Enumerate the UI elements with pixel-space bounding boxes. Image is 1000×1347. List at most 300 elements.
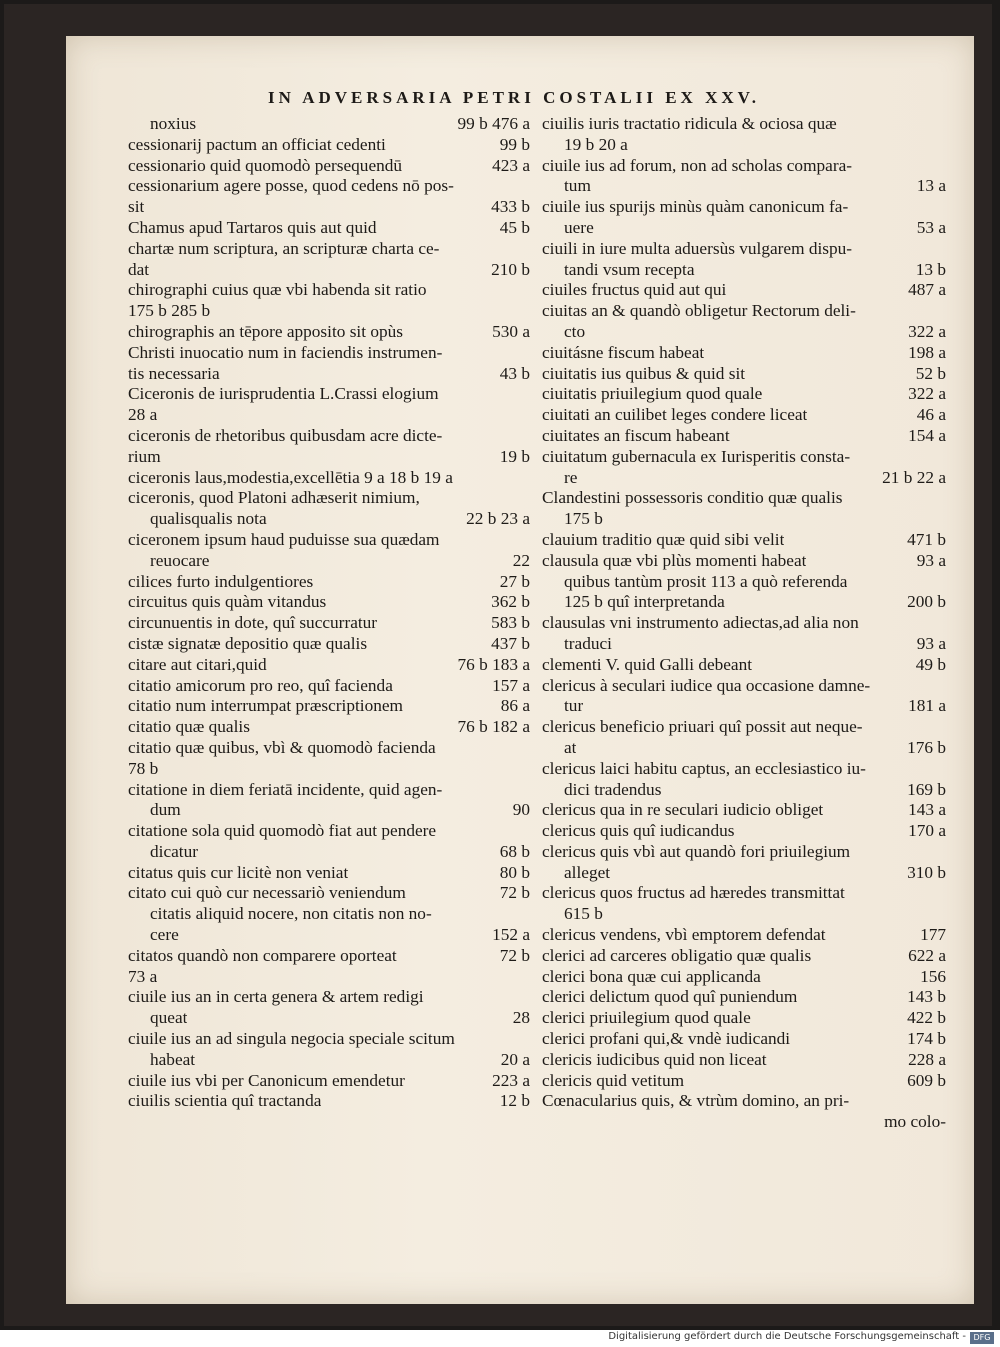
index-entry	[128, 946, 530, 988]
entry-text: 73 a	[128, 966, 158, 986]
index-entry	[542, 1071, 946, 1092]
entry-text: ciceronis de rhetoribus quibusdam acre dicte-	[128, 425, 443, 445]
entry-text: tum	[564, 176, 591, 196]
page-reference: 12 b	[499, 1091, 530, 1111]
page-reference: 76 b 183 a	[457, 654, 530, 674]
page-reference: 22	[512, 550, 530, 570]
entry-text: circunuentis in dote, quî succurratur	[128, 613, 378, 633]
entry-text: clementi V. quid Galli debeant	[542, 654, 753, 674]
page-reference: 21 b 22 a	[882, 467, 946, 487]
entry-text: ciuitásne fiscum habeat	[542, 342, 705, 362]
entry-text: circuitus quis quàm vitandus	[128, 592, 327, 612]
index-entry	[542, 613, 946, 655]
index-entry	[128, 572, 530, 593]
entry-text: clericus quis quî iudicandus	[542, 821, 735, 841]
index-entry-line	[542, 696, 946, 717]
index-entry-line	[542, 447, 946, 468]
index-entry	[128, 655, 530, 676]
page-reference: 176 b	[907, 737, 946, 757]
page-reference: 99 b 476 a	[457, 114, 530, 133]
index-entry-line	[542, 239, 946, 260]
entry-text: clauium traditio quæ quid sibi velit	[542, 529, 785, 549]
entry-text: cessionarij pactum an officiat cedenti	[128, 134, 386, 154]
index-entry-line	[128, 1071, 530, 1092]
index-entry	[542, 551, 946, 613]
page-reference: 72 b	[499, 945, 530, 965]
index-entry	[542, 925, 946, 946]
entry-text: clerici ad carceres obligatio quæ qualis	[542, 945, 812, 965]
index-entry-line	[128, 468, 530, 489]
index-entry-line	[128, 676, 530, 697]
index-entry-line	[542, 364, 946, 385]
page-reference: 53 a	[916, 217, 946, 237]
index-entry-line	[542, 925, 946, 946]
entry-text: 28 a	[128, 405, 158, 425]
index-entry	[128, 218, 530, 239]
entry-text: ciuile ius ad forum, non ad scholas compara-	[542, 155, 853, 175]
index-entry-line	[128, 634, 530, 655]
index-entry-line	[542, 488, 946, 509]
entry-text: Christi inuocatio num in faciendis instrumen-	[128, 342, 443, 362]
index-entry-line	[542, 863, 946, 884]
entry-text: dat	[128, 259, 150, 279]
page-reference: 157 a	[492, 675, 530, 695]
index-entry-line	[542, 738, 946, 759]
index-entry	[128, 780, 530, 822]
index-entry-line	[542, 135, 946, 156]
index-entry	[128, 280, 530, 322]
index-entry-line	[542, 176, 946, 197]
entry-text: citatus quis cur licitè non veniat	[128, 862, 349, 882]
index-entry	[128, 634, 530, 655]
index-entry	[128, 343, 530, 385]
index-entry	[542, 197, 946, 239]
running-header: IN ADVERSARIA PETRI COSTALII EX XXV.	[268, 88, 760, 107]
index-entry	[542, 967, 946, 988]
page-reference: 27 b	[499, 571, 530, 591]
entry-text: ciuili in iure multa aduersùs vulgarem dispu-	[542, 238, 853, 258]
entry-text: quibus tantùm prosit 113 a quò referenda	[564, 571, 848, 591]
index-entry	[542, 1091, 946, 1133]
index-entry-line	[542, 551, 946, 572]
entry-text: ciuile ius vbi per Canonicum emendetur	[128, 1070, 405, 1090]
index-entry	[542, 114, 946, 156]
index-entry	[128, 530, 530, 572]
entry-text: noxius	[150, 114, 197, 133]
entry-text: clericus beneficio priuari quî possit aut neque-	[542, 717, 863, 737]
entry-text: citato cui quò cur necessariò veniendum	[128, 883, 406, 903]
index-entry-line	[128, 780, 530, 801]
entry-text: cessionarium agere posse, quod cedens nō pos-	[128, 176, 454, 196]
index-entry	[128, 1071, 530, 1092]
index-entry	[128, 156, 530, 177]
index-entry-line	[542, 322, 946, 343]
entry-text: dici tradendus	[564, 779, 662, 799]
entry-text: tandi vsum recepta	[564, 259, 695, 279]
index-entry-line	[128, 738, 530, 759]
index-entry	[128, 987, 530, 1029]
entry-text: clericus vendens, vbì emptorem defendat	[542, 925, 826, 945]
entry-text: clericis iudicibus quid non liceat	[542, 1049, 767, 1069]
entry-text: clericus quos fructus ad hæredes transmittat	[542, 883, 845, 903]
page-reference: 198 a	[908, 342, 946, 362]
entry-text: clausulas vni instrumento adiectas,ad alia non	[542, 613, 859, 633]
page-reference: 72 b	[499, 883, 530, 903]
page-reference: 487 a	[908, 280, 946, 300]
index-entry-line	[128, 156, 530, 177]
page-reference: 45 b	[499, 217, 530, 237]
entry-text: tur	[564, 696, 584, 716]
page-reference: 93 a	[916, 550, 946, 570]
page-reference: 210 b	[491, 259, 530, 279]
entry-text: 125 b quî interpretanda	[564, 592, 725, 612]
index-entry	[128, 738, 530, 780]
index-entry	[542, 239, 946, 281]
index-entry-line	[542, 343, 946, 364]
index-entry-line	[128, 239, 530, 260]
page-reference: 310 b	[907, 862, 946, 882]
entry-text: cto	[564, 321, 586, 341]
entry-text: mo colo-	[884, 1112, 946, 1132]
page-reference: 80 b	[499, 862, 530, 882]
entry-text: clerici profani qui,& vndè iudicandi	[542, 1029, 791, 1049]
entry-text: queat	[150, 1008, 188, 1028]
index-entry-line	[128, 863, 530, 884]
index-entry	[542, 364, 946, 385]
index-entry-line	[128, 1029, 530, 1050]
index-entry	[128, 592, 530, 613]
page-reference: 19 b	[499, 446, 530, 466]
index-entry-line	[128, 364, 530, 385]
page-reference: 28	[512, 1008, 530, 1028]
index-entry	[128, 384, 530, 426]
index-entry-line	[128, 613, 530, 634]
index-entry-line	[542, 987, 946, 1008]
index-entry-line	[542, 1050, 946, 1071]
index-entry-line	[128, 759, 530, 780]
index-entry	[542, 759, 946, 801]
index-entry	[542, 301, 946, 343]
index-entry	[542, 655, 946, 676]
index-entry	[128, 696, 530, 717]
entry-text: citatio num interrumpat præscriptionem	[128, 696, 403, 716]
entry-text: ciuitati an cuilibet leges condere liceat	[542, 405, 808, 425]
page-reference: 68 b	[499, 841, 530, 861]
index-entry-line	[128, 925, 530, 946]
entry-text: Clandestini possessoris conditio quæ qualis	[542, 488, 843, 508]
index-entry-line	[542, 218, 946, 239]
index-entry-line	[128, 717, 530, 738]
page-reference: 22 b 23 a	[466, 509, 530, 529]
index-entry	[128, 613, 530, 634]
index-entry-line	[128, 447, 530, 468]
page-reference: 423 a	[492, 155, 530, 175]
entry-text: habeat	[150, 1049, 196, 1069]
entry-text: reuocare	[150, 550, 210, 570]
index-entry	[128, 717, 530, 738]
entry-text: citatis aliquid nocere, non citatis non no-	[150, 904, 432, 924]
index-entry-line	[542, 114, 946, 135]
entry-text: clericus qua in re seculari iudicio obliget	[542, 800, 824, 820]
index-entry-line	[128, 405, 530, 426]
entry-text: ciceronem ipsum haud puduisse sua quædam	[128, 529, 440, 549]
index-entry	[542, 426, 946, 447]
index-entry-line	[128, 426, 530, 447]
index-entry-line	[542, 800, 946, 821]
index-entry	[542, 343, 946, 364]
page-reference: 93 a	[916, 633, 946, 653]
page-reference: 143 a	[908, 800, 946, 820]
index-entry-line	[128, 488, 530, 509]
page-reference: 622 a	[908, 945, 946, 965]
index-entry	[128, 676, 530, 697]
entry-text: clericus à seculari iudice qua occasione damne-	[542, 675, 871, 695]
page-reference: 530 a	[492, 321, 530, 341]
entry-text: Ciceronis de iurisprudentia L.Crassi elogium	[128, 384, 439, 404]
index-entry-line	[542, 883, 946, 904]
page-reference: 177	[920, 925, 946, 945]
page-reference: 437 b	[491, 633, 530, 653]
index-entry-line	[542, 946, 946, 967]
index-entry-line	[128, 301, 530, 322]
index-entry-line	[128, 904, 530, 925]
page-reference: 43 b	[499, 363, 530, 383]
index-entry-line	[542, 904, 946, 925]
index-entry-line	[542, 405, 946, 426]
page-reference: 76 b 182 a	[457, 717, 530, 737]
entry-text: citatos quandò non comparere oporteat	[128, 945, 397, 965]
page-reference: 169 b	[907, 779, 946, 799]
page-reference: 170 a	[908, 821, 946, 841]
entry-text: 175 b	[564, 509, 603, 529]
index-entry-line	[128, 135, 530, 156]
index-entry-line	[128, 322, 530, 343]
entry-text: citatione sola quid quomodò fiat aut pendere	[128, 821, 437, 841]
index-entry-line	[128, 280, 530, 301]
page-reference: 174 b	[907, 1029, 946, 1049]
entry-text: rium	[128, 446, 161, 466]
entry-text: uere	[564, 217, 594, 237]
page-reference: 362 b	[491, 592, 530, 612]
index-entry-line	[542, 1029, 946, 1050]
funding-credit: Digitalisierung gefördert durch die Deutsche Forschungsgemeinschaft -	[608, 1331, 966, 1342]
page-reference: 583 b	[491, 613, 530, 633]
entry-text: 19 b 20 a	[564, 134, 628, 154]
index-entry	[128, 322, 530, 343]
page-reference: 49 b	[915, 654, 946, 674]
entry-text: cere	[150, 925, 179, 945]
index-entry-line	[542, 717, 946, 738]
index-entry	[128, 488, 530, 530]
index-entry	[542, 384, 946, 405]
page-reference: 13 a	[916, 176, 946, 196]
index-entry-line	[128, 655, 530, 676]
index-entry-line	[542, 842, 946, 863]
entry-text: clerici bona quæ cui applicanda	[542, 966, 761, 986]
index-entry	[128, 883, 530, 904]
dfg-logo: DFG	[970, 1332, 994, 1344]
entry-text: ciceronis laus,modestia,excellētia 9 a 18 b 19 a	[128, 467, 453, 487]
page-reference: 322 a	[908, 321, 946, 341]
index-entry	[542, 800, 946, 821]
index-entry	[542, 842, 946, 884]
index-entry-line	[542, 468, 946, 489]
index-entry-line	[542, 426, 946, 447]
index-entry	[128, 468, 530, 489]
index-entry-line	[128, 551, 530, 572]
page-reference: 154 a	[908, 425, 946, 445]
index-entry	[542, 1029, 946, 1050]
entry-text: chartæ num scriptura, an scripturæ charta ce-	[128, 238, 440, 258]
page-reference: 86 a	[500, 696, 530, 716]
entry-text: ciuitatis ius quibus & quid sit	[542, 363, 746, 383]
entry-text: Chamus apud Tartaros quis aut quid	[128, 217, 377, 237]
entry-text: chirographis an tēpore apposito sit opùs	[128, 321, 404, 341]
index-column-left	[128, 114, 530, 1112]
entry-text: clerici delictum quod quî puniendum	[542, 987, 798, 1007]
index-entry-line	[128, 197, 530, 218]
entry-text: ciuiles fructus quid aut qui	[542, 280, 727, 300]
index-entry-line	[128, 1050, 530, 1071]
entry-text: dicatur	[150, 841, 198, 861]
index-entry-line	[128, 1091, 530, 1112]
entry-text: ciceronis, quod Platoni adhæserit nimium,	[128, 488, 420, 508]
index-entry	[542, 717, 946, 759]
index-entry-line	[128, 842, 530, 863]
index-entry-line	[542, 1091, 946, 1112]
index-entry	[128, 426, 530, 468]
entry-text: citatio quæ qualis	[128, 717, 250, 737]
index-entry-line	[128, 696, 530, 717]
page-reference: 322 a	[908, 384, 946, 404]
index-entry-line	[128, 987, 530, 1008]
entry-text: ciuile ius spurijs minùs quàm canonicum fa-	[542, 197, 849, 217]
index-entry-line	[128, 592, 530, 613]
index-entry-line	[128, 883, 530, 904]
index-entry-line	[542, 1008, 946, 1029]
index-entry-line	[542, 676, 946, 697]
entry-text: ciuile ius an ad singula negocia speciale scitum	[128, 1029, 455, 1049]
page-reference: 13 b	[915, 259, 946, 279]
index-entry-line	[128, 967, 530, 988]
page-reference: 433 b	[491, 197, 530, 217]
page-reference: 609 b	[907, 1070, 946, 1090]
index-entry	[542, 405, 946, 426]
index-entry-line	[542, 655, 946, 676]
index-entry	[542, 1008, 946, 1029]
entry-text: ciuilis scientia quî tractanda	[128, 1091, 322, 1111]
index-entry-line	[542, 634, 946, 655]
index-entry	[542, 488, 946, 530]
index-entry	[128, 135, 530, 156]
index-entry-line	[128, 1008, 530, 1029]
index-entry-line	[542, 780, 946, 801]
page-reference: 228 a	[908, 1049, 946, 1069]
entry-text: ciuitas an & quandò obligetur Rectorum deli-	[542, 301, 856, 321]
page-reference: 223 a	[492, 1070, 530, 1090]
index-entry-line	[542, 967, 946, 988]
entry-text: clericus quis vbì aut quandò fori priuilegium	[542, 841, 851, 861]
index-entry	[128, 176, 530, 218]
entry-text: clerici priuilegium quod quale	[542, 1008, 751, 1028]
entry-text: cilices furto indulgentiores	[128, 571, 314, 591]
index-entry-line	[542, 1071, 946, 1092]
footer-bar	[0, 1330, 1000, 1347]
entry-text: citatio quæ quibus, vbì & quomodò facienda	[128, 737, 436, 757]
index-entry-line	[542, 301, 946, 322]
entry-text: clericus laici habitu captus, an ecclesiastico iu-	[542, 758, 866, 778]
index-entry-line	[542, 592, 946, 613]
entry-text: citare aut citari,quid	[128, 654, 267, 674]
index-entry-line	[128, 821, 530, 842]
index-entry-line	[128, 218, 530, 239]
page-reference: 156	[920, 966, 946, 986]
entry-text: re	[564, 467, 578, 487]
index-entry-line	[542, 572, 946, 593]
index-entry-line	[542, 509, 946, 530]
index-entry	[542, 280, 946, 301]
entry-text: ciuitates an fiscum habeant	[542, 425, 730, 445]
entry-text: alleget	[564, 862, 611, 882]
page-reference: 471 b	[907, 529, 946, 549]
entry-text: traduci	[564, 633, 612, 653]
index-entry-line	[128, 946, 530, 967]
page-reference: 20 a	[500, 1049, 530, 1069]
page-reference: 152 a	[492, 925, 530, 945]
entry-text: ciuitatum gubernacula ex Iurisperitis consta-	[542, 446, 851, 466]
page-reference: 143 b	[907, 987, 946, 1007]
entry-text: qualisqualis nota	[150, 509, 267, 529]
page-reference: 46 a	[916, 405, 946, 425]
index-entry	[542, 447, 946, 489]
entry-text: tis necessaria	[128, 363, 220, 383]
index-entry	[128, 821, 530, 863]
page-reference: 422 b	[907, 1008, 946, 1028]
index-entry	[542, 156, 946, 198]
index-entry-line	[542, 156, 946, 177]
index-entry-line	[128, 260, 530, 281]
index-entry-line	[542, 821, 946, 842]
index-entry	[128, 239, 530, 281]
entry-text: Cœnacularius quis, & vtrùm domino, an pri-	[542, 1091, 850, 1111]
index-entry-line	[542, 197, 946, 218]
entry-text: chirographi cuius quæ vbi habenda sit ratio	[128, 280, 427, 300]
entry-text: citatione in diem feriatā incidente, quid agen-	[128, 779, 443, 799]
index-entry-line	[542, 384, 946, 405]
index-entry	[128, 1091, 530, 1112]
index-entry-line	[128, 572, 530, 593]
index-entry	[542, 946, 946, 967]
page-reference: 99 b	[499, 134, 530, 154]
entry-text: 78 b	[128, 758, 159, 778]
page-reference: 52 b	[915, 363, 946, 383]
index-entry-line	[128, 343, 530, 364]
index-entry	[542, 987, 946, 1008]
entry-text: citatio amicorum pro reo, quî facienda	[128, 675, 393, 695]
entry-text: clausula quæ vbi plùs momenti habeat	[542, 550, 807, 570]
entry-text: ciuitatis priuilegium quod quale	[542, 384, 763, 404]
index-entry	[128, 863, 530, 884]
index-entry-line	[542, 280, 946, 301]
entry-text: cistæ signatæ depositio quæ qualis	[128, 633, 368, 653]
entry-text: at	[564, 737, 577, 757]
index-entry-line	[542, 260, 946, 281]
page-reference: 181 a	[908, 696, 946, 716]
index-entry-line	[128, 530, 530, 551]
entry-text: ciuile ius an in certa genera & artem redigi	[128, 987, 424, 1007]
index-entry	[542, 1050, 946, 1071]
entry-text: dum	[150, 800, 181, 820]
